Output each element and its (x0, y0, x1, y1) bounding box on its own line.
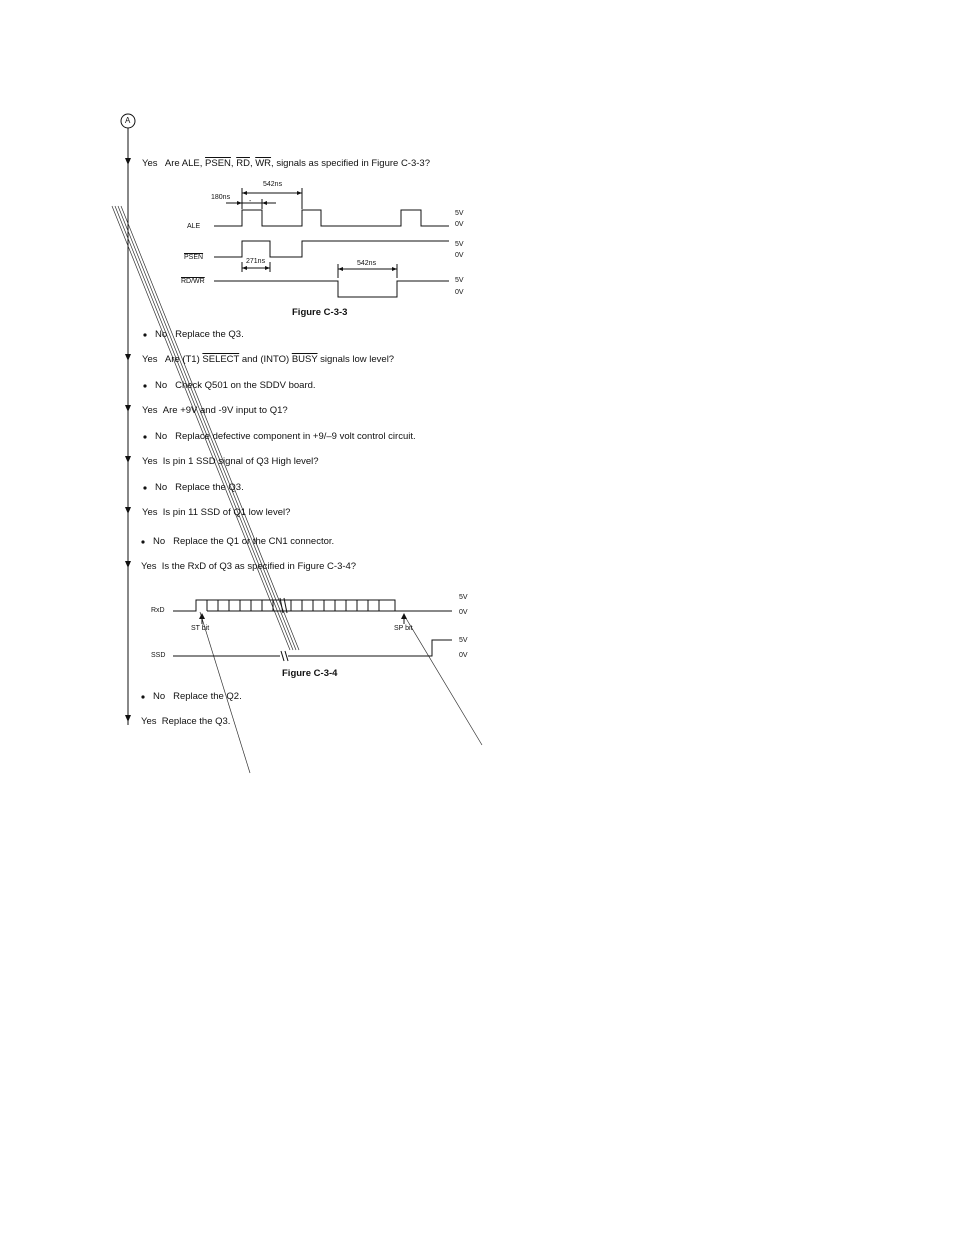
step-11-text: Is the RxD of Q3 as specified in Figure C-3-4? (161, 561, 357, 572)
step-12-prefix: No (153, 691, 166, 702)
step-6-text: Replace defective component in +9/–9 volt control circuit. (175, 431, 416, 442)
step-1-prefix: Yes (142, 158, 158, 169)
step-10-text: Replace the Q1 or the CN1 connector. (173, 536, 335, 547)
step-1-rd: $\overline{RD}$ (236, 158, 250, 169)
step-2-prefix: No (155, 329, 168, 340)
psen-level-high: 5V (455, 241, 464, 248)
rdwr-level-high: 5V (455, 277, 464, 284)
step-13-prefix: Yes (141, 716, 157, 727)
step-11-prefix: Yes (141, 561, 157, 572)
step-9-prefix: Yes (142, 507, 158, 518)
step-1-text-a: Are ALE, (164, 158, 203, 169)
rxd-level-low: 0V (459, 609, 468, 616)
rxd-level-high: 5V (459, 594, 468, 601)
signal-rdwr-label: RD/WR (181, 278, 205, 285)
timing-ale-offset-label: 180ns (211, 194, 231, 201)
step-3-prefix: Yes (142, 354, 158, 365)
step-13-text: Replace the Q3. (161, 716, 231, 727)
connector-label: A (125, 116, 131, 125)
step-1-sep2: , (249, 158, 253, 169)
signal-rxd-label: RxD (151, 607, 165, 614)
step-3-text-a: Are (T1) (164, 354, 200, 365)
timing-rdwr-width-label: 542ns (357, 260, 377, 267)
step-3-select: SELECT (202, 354, 240, 365)
psen-level-low: 0V (455, 252, 464, 259)
step-3-busy: BUSY (291, 354, 318, 365)
step-13 (141, 717, 230, 727)
step-4-text: Check Q501 on the SDDV board. (175, 380, 316, 391)
step-6-prefix: No (155, 431, 168, 442)
signal-ssd-label: SSD (151, 652, 166, 659)
ssd-level-low: 0V (459, 652, 468, 659)
timing-psen-width-label: 271ns (246, 258, 266, 265)
timing-dash: - (249, 198, 252, 205)
marker-sp-bit: SP bit (394, 625, 413, 632)
rdwr-level-low: 0V (455, 289, 464, 296)
step-4-prefix: No (155, 380, 168, 391)
step-8-text: Replace the Q3. (175, 482, 244, 493)
step-5-prefix: Yes (142, 405, 158, 416)
step-3-text-b: and (INTO) (241, 354, 290, 365)
figure-c-3-4-caption: Figure C-3-4 (282, 668, 338, 679)
step-8-prefix: No (155, 482, 168, 493)
step-7-prefix: Yes (142, 456, 158, 467)
step-7-text: Is pin 1 SSD signal of Q3 High level? (162, 456, 319, 467)
ale-level-low: 0V (455, 221, 464, 228)
step-12 (153, 692, 242, 702)
step-12-text: Replace the Q2. (173, 691, 242, 702)
timing-period-label: 542ns (263, 181, 283, 188)
signal-ale-label: ALE (187, 223, 201, 230)
step-1-text-b: , signals as specified in Figure C-3-3? (271, 158, 430, 169)
ssd-level-high: 5V (459, 637, 468, 644)
step-1-psen: PSEN (205, 158, 231, 169)
step-9-text: Is pin 11 SSD of Q1 low level? (162, 507, 291, 518)
signal-psen-label: PSEN (184, 254, 204, 261)
step-1-sep1: , (230, 158, 234, 169)
step-2-text: Replace the Q3. (175, 329, 244, 340)
ale-level-high: 5V (455, 210, 464, 217)
figure-c-3-3-caption: Figure C-3-3 (292, 307, 348, 318)
step-1-wr: $\overline{WR}$ (255, 158, 272, 169)
step-10-prefix: No (153, 536, 166, 547)
step-5-text: Are +9V and -9V input to Q1? (162, 405, 288, 416)
marker-st-bit: ST bit (191, 625, 210, 632)
step-3-text-c: signals low level? (320, 354, 395, 365)
